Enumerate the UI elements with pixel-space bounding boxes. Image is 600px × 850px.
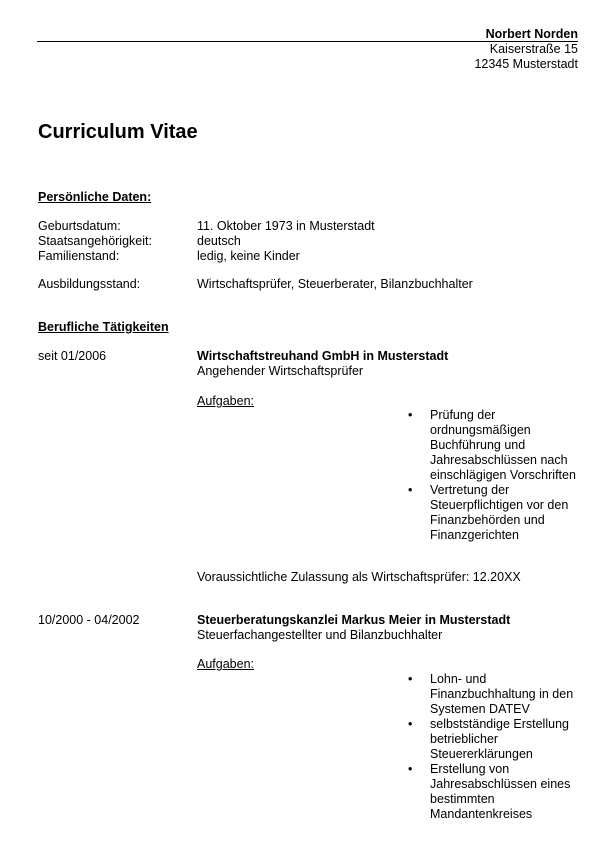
job-2-task-list: [408, 672, 578, 822]
job-2-period: 10/2000 - 04/2002: [38, 613, 140, 627]
job-1-period: seit 01/2006: [38, 349, 107, 363]
job-1-employer: Wirtschaftstreuhand GmbH in Musterstadt: [197, 349, 449, 363]
list-item: • Prüfung der ordnungsmäßigen Buchführung und Jahresabschlüssen nach einschlägigen Vorschriften: [408, 408, 578, 483]
address-street: Kaiserstraße 15: [489, 42, 578, 56]
job-2-position: Steuerfachangestellter und Bilanzbuchhalter: [197, 628, 443, 642]
job-1-tasks-label: Aufgaben:: [197, 394, 254, 408]
job-1-task-list: [408, 408, 578, 543]
document-title: Curriculum Vitae: [38, 121, 198, 143]
personal-data-heading: Persönliche Daten:: [38, 190, 152, 204]
education-label: Ausbildungsstand:: [38, 277, 141, 291]
job-1-position: Angehender Wirtschaftsprüfer: [197, 364, 364, 378]
birthdate-value: 11. Oktober 1973 in Musterstadt: [197, 219, 375, 233]
job-1-note: Voraussichtliche Zulassung als Wirtschaftsprüfer: 12.20XX: [197, 570, 521, 584]
birthdate-label: Geburtsdatum:: [38, 219, 121, 233]
career-heading: Berufliche Tätigkeiten: [38, 320, 169, 334]
list-item: • Lohn- und Finanzbuchhaltung in den Systemen DATEV: [408, 672, 578, 717]
address-city: 12345 Musterstadt: [474, 57, 578, 71]
job-2-employer: Steuerberatungskanzlei Markus Meier in Musterstadt: [197, 613, 511, 627]
list-item: • Vertretung der Steuerpflichtigen vor den Finanzbehörden und Finanzgerichten: [408, 483, 578, 543]
nationality-value: deutsch: [197, 234, 241, 248]
list-item: • selbstständige Erstellung betrieblicher Steuererklärungen: [408, 717, 578, 762]
list-item: • Erstellung von Jahresabschlüssen eines bestimmten Mandantenkreises: [408, 762, 578, 822]
education-value: Wirtschaftsprüfer, Steuerberater, Bilanzbuchhalter: [197, 277, 473, 291]
nationality-label: Staatsangehörigkeit:: [38, 234, 152, 248]
author-name: Norbert Norden: [485, 27, 578, 41]
marital-status-value: ledig, keine Kinder: [197, 249, 300, 263]
marital-status-label: Familienstand:: [38, 249, 120, 263]
job-2-tasks-label: Aufgaben:: [197, 657, 254, 671]
